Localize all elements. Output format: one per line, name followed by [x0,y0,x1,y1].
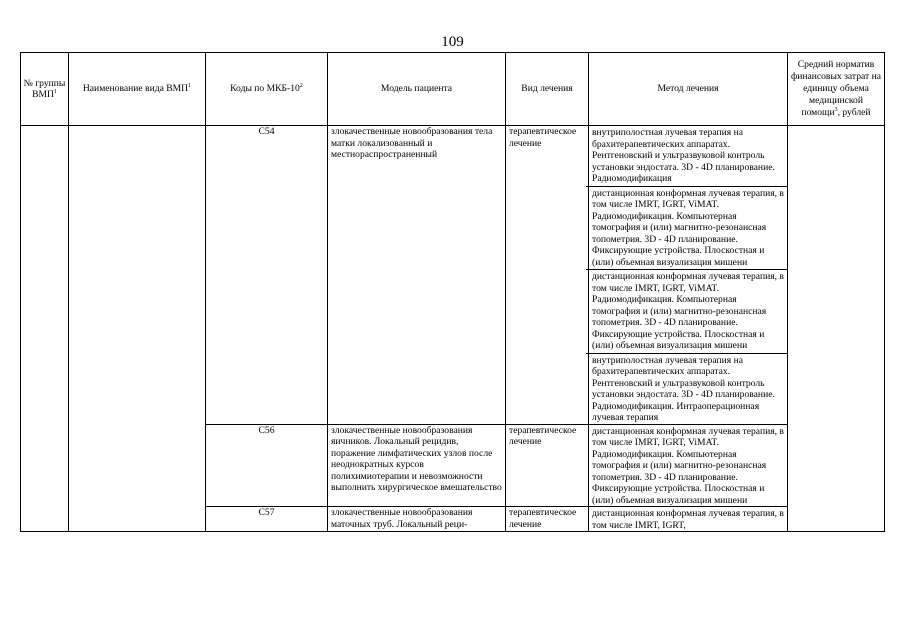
header-patient-model: Модель пациента [328,53,506,126]
method-item: дистанционная конформная лучевая терапия, в том числе IMRT, IGRT, [592,508,784,531]
vmp-table [20,52,885,532]
method-item: дистанционная конформная лучевая терапия, в том числе IMRT, IGRT, ViMAT. Радиомодификация. Компьютерная томография и (или) магнитно-резонансная топометрия. 3D - 4D планирование. Фиксирующие устройства. Плоскостная и (или) объемная визуализация мишени [586,187,787,271]
treatment-type-cell: терапевтическое лечение [506,507,589,532]
vmp-name-cell [69,126,206,532]
table-row [21,126,885,425]
header-avg-cost: Средний норматив финансовых затрат на единицу объема медицинской помощи$^3$, рублей [788,53,885,126]
header-vmp-name: Наименование вида ВМП$^1$ [69,53,206,126]
header-row [21,53,885,126]
method-item: дистанционная конформная лучевая терапия, в том числе IMRT, IGRT, ViMAT. Радиомодификация. Компьютерная томография и (или) магнитно-резонансная топометрия. 3D - 4D планирование. Фиксирующие устройства. Плоскостная и (или) объемная визуализация мишени [592,425,784,506]
treatment-method-cell [589,507,788,532]
treatment-method-cell [589,424,788,507]
group-no-cell [21,126,69,532]
method-item: внутриполостная лучевая терапия на брахитерапевтических аппаратах. Рентгеновский и ультразвуковой контроль установки эндостата. 3D - 4D планирование. Радиомодификация [586,126,787,187]
header-mkb-codes: Коды по МКБ-$10^2$ [206,53,328,126]
method-item: дистанционная конформная лучевая терапия, в том числе IMRT, IGRT, ViMAT. Радиомодификация. Компьютерная томография и (или) магнитно-резонансная топометрия. 3D - 4D планирование. Фиксирующие устройства. Плоскостная и (или) объемная визуализация мишени [586,270,787,354]
header-treatment-type: Вид лечения [506,53,589,126]
mkb-code-cell: C54 [206,126,328,425]
patient-model-cell: злокачественные новообразования маточных труб. Локальный реци- [328,507,506,532]
header-treatment-method: Метод лечения [589,53,788,126]
avg-cost-cell [788,126,885,532]
mkb-code-cell: C57 [206,507,328,532]
page-number: 109 [441,34,464,50]
treatment-method-cell [589,126,788,425]
treatment-type-cell: терапевтическое лечение [506,126,589,425]
patient-model-cell: злокачественные новообразования тела матки локализованный и местнораспространенный [328,126,506,425]
method-item: внутриполостная лучевая терапия на брахитерапевтических аппаратах. Рентгеновский и ультразвуковой контроль установки эндостата. 3D - 4D планирование. Радиомодификация. Интраоперационная лучевая терапия [592,354,775,423]
patient-model-cell: злокачественные новообразования яичников. Локальный рецидив, поражение лимфатических узлов после неоднократных курсов полихимиотерапии и невозможности выполнить хирургическое вмешательство [328,424,506,507]
mkb-code-cell: C56 [206,424,328,507]
header-group-no: № группы ВМП$^1$ [21,53,69,126]
treatment-type-cell: терапевтическое лечение [506,424,589,507]
